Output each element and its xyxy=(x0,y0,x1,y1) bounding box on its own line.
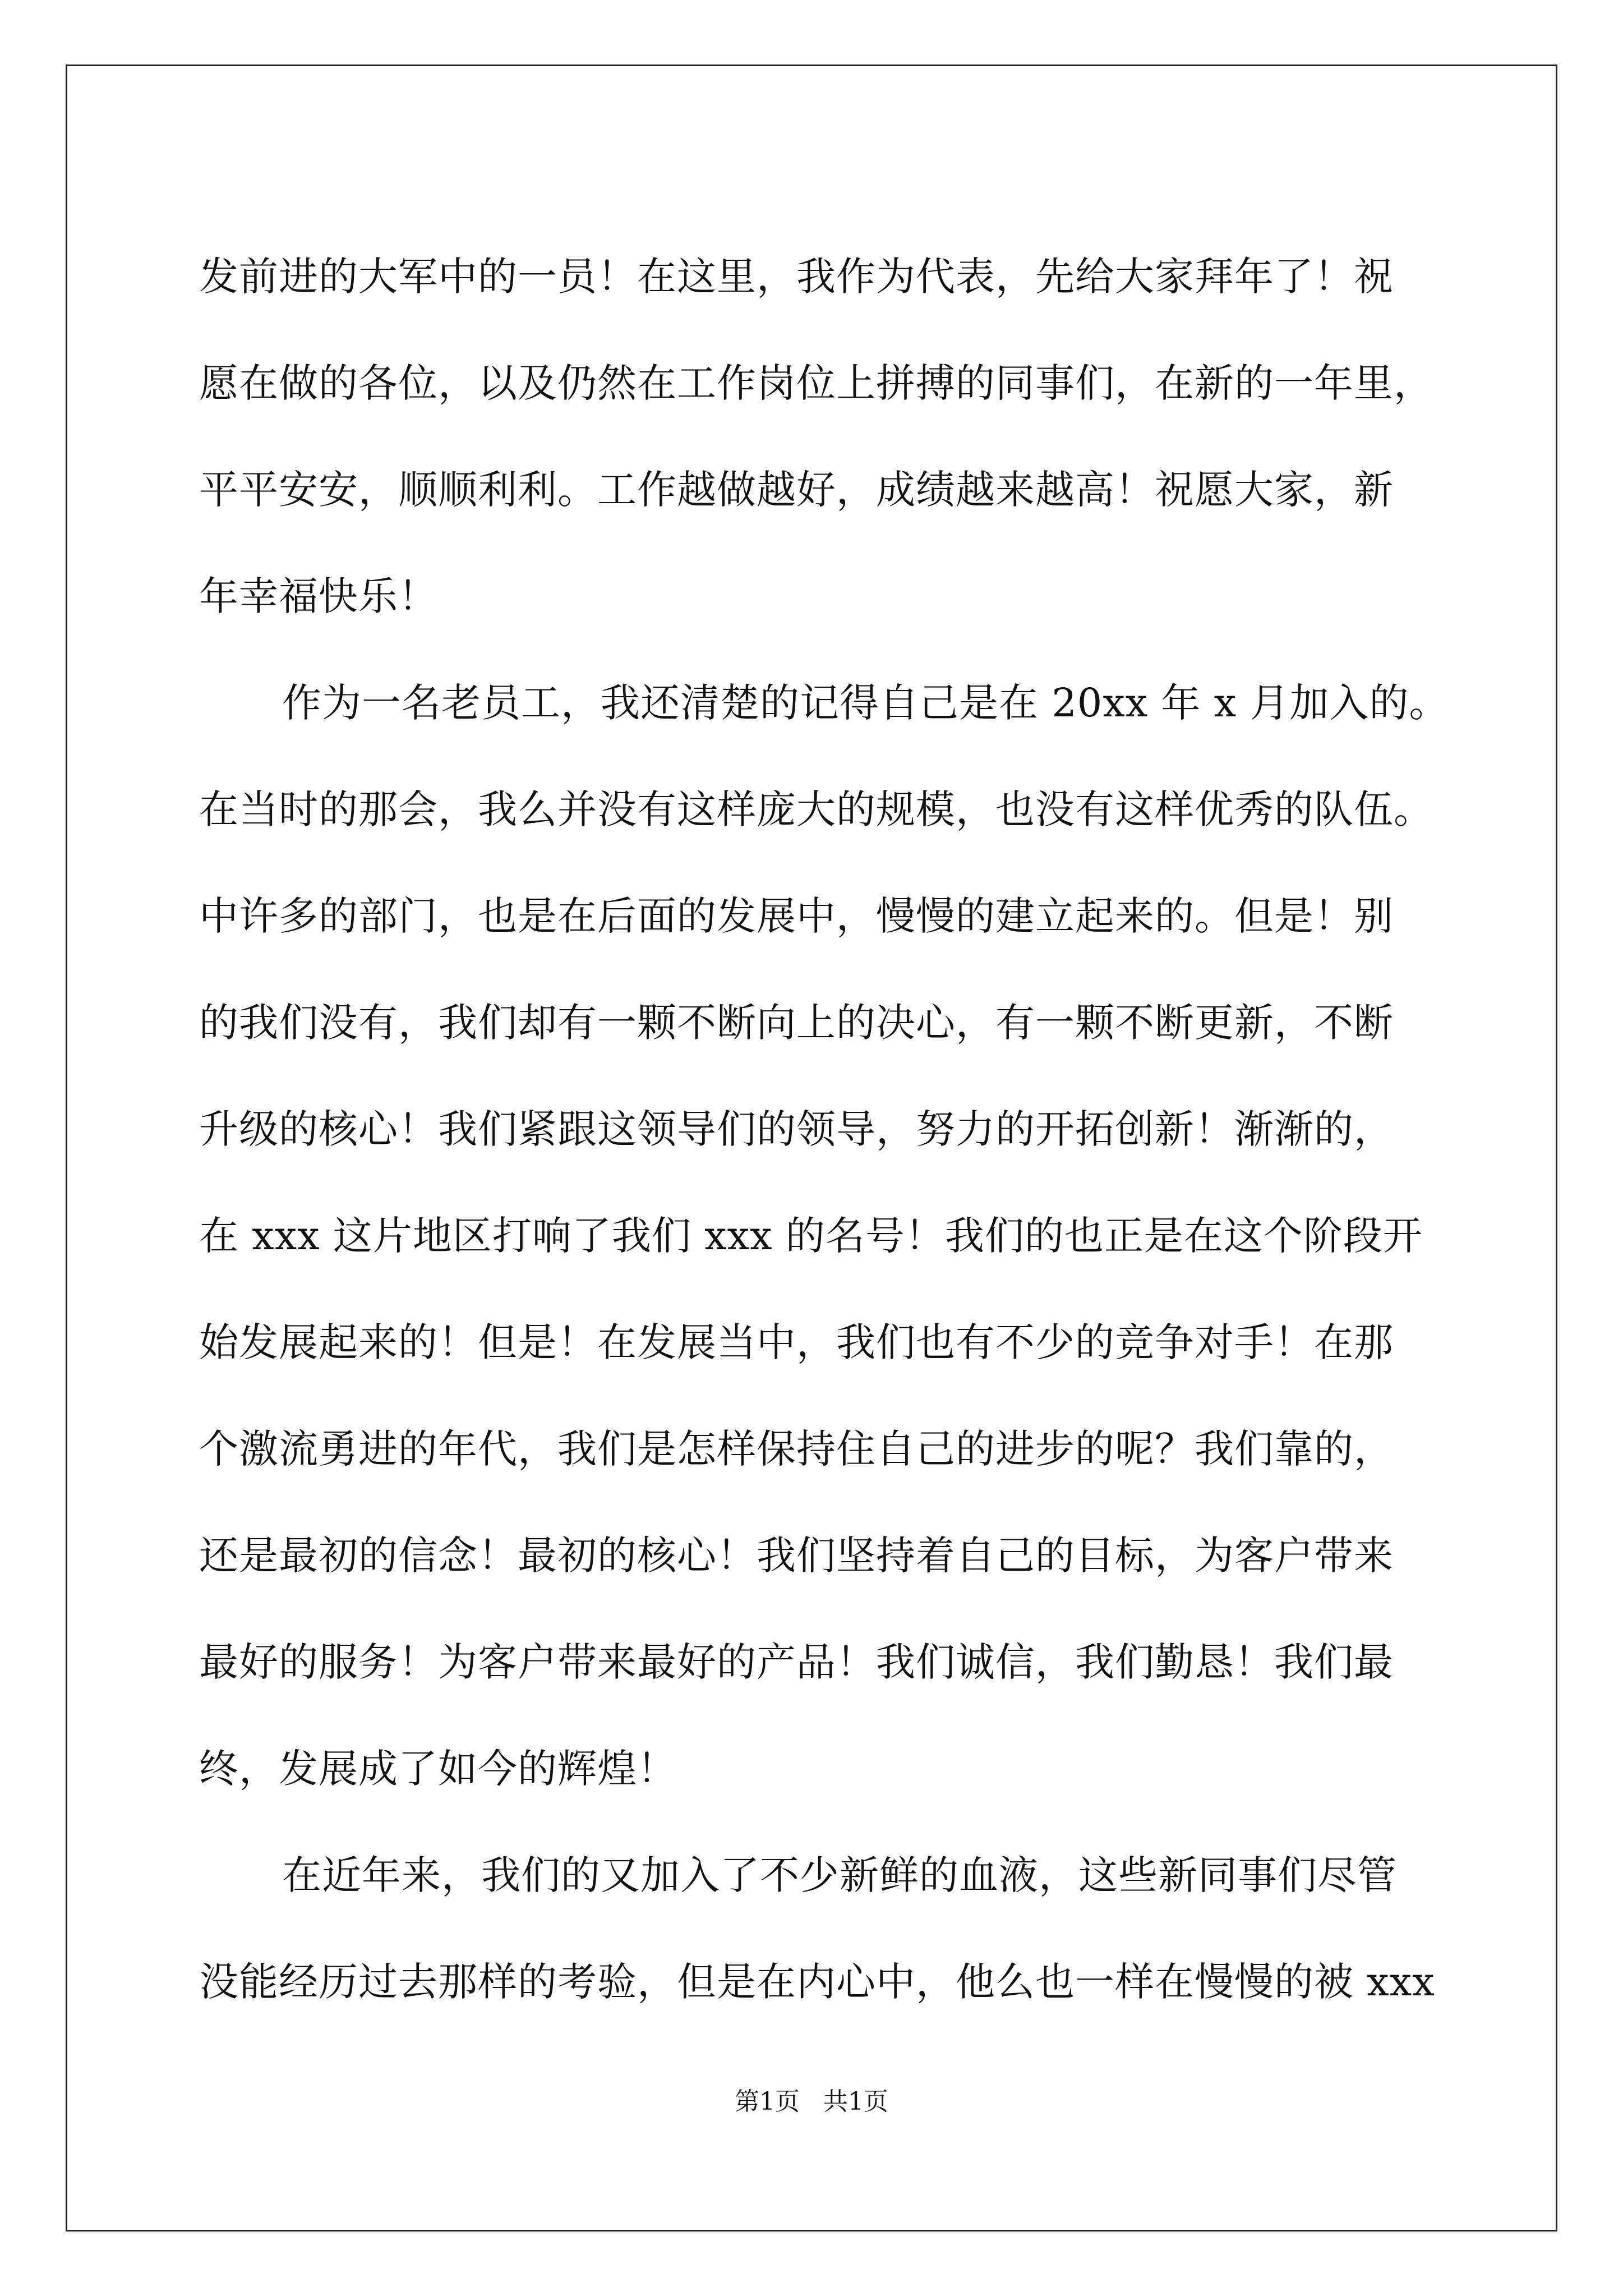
text-line: 在当时的那会，我么并没有这样庞大的规模，也没有这样优秀的队伍。 xyxy=(199,786,1433,832)
text-line: 发前进的大军中的一员！在这里，我作为代表，先给大家拜年了！祝 xyxy=(199,254,1394,300)
paragraph-start-line: 作为一名老员工，我还清楚的记得自己是在 20xx 年 x 月加入的。 xyxy=(282,680,1449,726)
paragraph-start-line: 在近年来，我们的又加入了不少新鲜的血液，这些新同事们尽管 xyxy=(282,1852,1397,1898)
text-line: 中许多的部门，也是在后面的发展中，慢慢的建立起来的。但是！别 xyxy=(199,893,1394,939)
page-number-footer: 第1页 共1页 xyxy=(735,2087,888,2116)
text-line: 始发展起来的！但是！在发展当中，我们也有不少的竞争对手！在那 xyxy=(199,1319,1394,1365)
document-body xyxy=(199,223,1449,2035)
text-line: 没能经历过去那样的考验，但是在内心中，他么也一样在慢慢的被 xxx xyxy=(199,1959,1435,2005)
text-line: 在 xxx 这片地区打响了我们 xxx 的名号！我们的也正是在这个阶段开 xyxy=(199,1213,1423,1259)
text-line: 平平安安，顺顺利利。工作越做越好，成绩越来越高！祝愿大家，新 xyxy=(199,467,1394,513)
text-line: 愿在做的各位，以及仍然在工作岗位上拼搏的同事们，在新的一年里， xyxy=(199,360,1433,406)
text-line: 年幸福快乐！ xyxy=(199,573,438,619)
text-line: 升级的核心！我们紧跟这领导们的领导，努力的开拓创新！渐渐的， xyxy=(199,1106,1394,1152)
text-line: 最好的服务！为客户带来最好的产品！我们诚信，我们勤恳！我们最 xyxy=(199,1639,1394,1685)
text-line: 个激流勇进的年代，我们是怎样保持住自己的进步的呢？我们靠的， xyxy=(199,1426,1394,1472)
text-line: 的我们没有，我们却有一颗不断向上的决心，有一颗不断更新，不断 xyxy=(199,1000,1394,1046)
text-line: 还是最初的信念！最初的核心！我们坚持着自己的目标，为客户带来 xyxy=(199,1533,1394,1579)
text-line: 终，发展成了如今的辉煌！ xyxy=(199,1746,677,1792)
